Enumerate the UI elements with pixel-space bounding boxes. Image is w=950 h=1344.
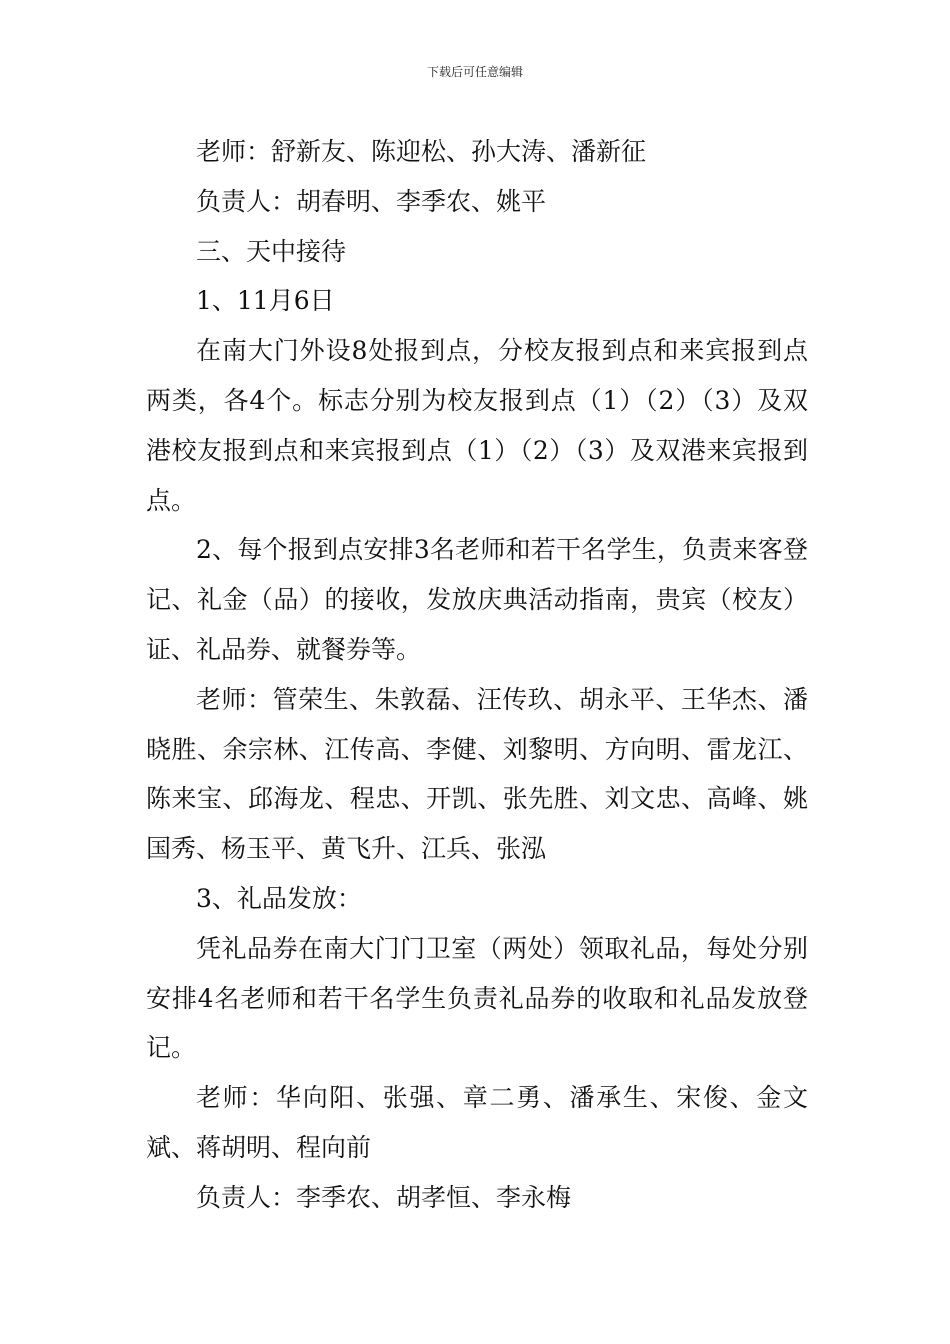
teachers-list-paragraph: 老师：管荣生、朱敦磊、汪传玖、胡永平、王华杰、潘晓胜、余宗林、江传高、李健、刘黎明、方向明、雷龙江、陈来宝、邱海龙、程忠、开凯、张先胜、刘文忠、高峰、姚国秀、杨玉平、黄飞升、江兵、张泓 <box>146 684 808 864</box>
page-header: 下载后可任意编辑 <box>426 65 523 79</box>
registration-staffing-paragraph: 2、每个报到点安排3名老师和若干名学生，负责来客登记、礼金（品）的接收，发放庆典活动指南，贵宾（校友）证、礼品券、就餐券等。 <box>146 535 808 664</box>
teachers-list-paragraph: 老师：舒新友、陈迎松、孙大涛、潘新征 <box>196 137 647 166</box>
gift-distribution-heading: 3、礼品发放： <box>196 883 362 913</box>
registration-points-paragraph: 在南大门外设8处报到点，分校友报到点和来宾报到点两类，各4个。标志分别为校友报到点（1）（2）（3）及双港校友报到点和来宾报到点（1）（2）（3）及双港来宾报到点。 <box>146 336 808 515</box>
responsible-persons-paragraph: 负责人：李季农、胡孝恒、李永梅 <box>196 1182 572 1212</box>
gift-distribution-paragraph: 凭礼品券在南大门门卫室（两处）领取礼品，每处分别安排4名老师和若干名学生负责礼品券的收取和礼品发放登记。 <box>146 933 808 1063</box>
document-body <box>146 127 808 1223</box>
teachers-list-paragraph: 老师：华向阳、张强、章二勇、潘承生、宋俊、金文斌、蒋胡明、程向前 <box>146 1083 808 1162</box>
section-heading: 三、天中接待 <box>196 236 347 266</box>
item-date-heading: 1、11月6日 <box>196 286 335 316</box>
responsible-persons-paragraph: 负责人：胡春明、李季农、姚平 <box>196 186 547 216</box>
